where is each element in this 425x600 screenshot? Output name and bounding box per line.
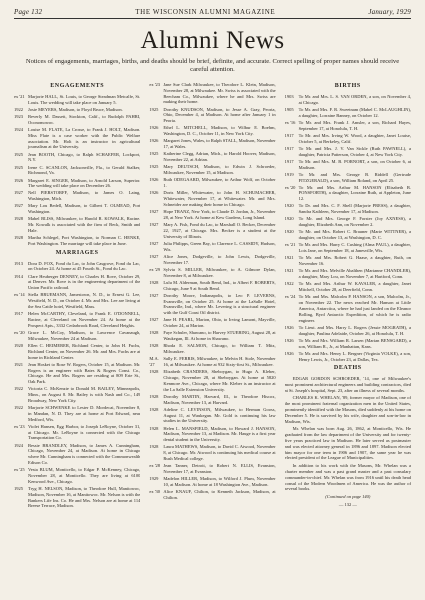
news-entry <box>149 241 275 253</box>
news-entry <box>149 463 275 475</box>
class-year: 1928 <box>14 235 23 241</box>
entry-text: Mary A. Fish, Fond du Lac, to Marshall O. Becker, December 22, 1927, at Chicago. Mrs. Becker is a student at the University of Illinois. <box>163 222 276 239</box>
news-entry <box>285 216 411 228</box>
entry-text: To Mr. and Mrs. Irving W. Wood, a daughter, Janet Louise, October 5, at Berkeley, Calif. <box>298 132 411 144</box>
news-entry <box>149 407 275 424</box>
class-year: ex '20 <box>284 184 296 190</box>
class-year: M.A. '27 <box>149 356 159 368</box>
column-2 <box>149 82 275 594</box>
news-entry <box>149 138 275 150</box>
magazine-name: THE WISCONSIN ALUMNI MAGAZINE <box>135 8 276 16</box>
entry-text: Helen McCARTHY, Cleveland, to Frank E. O'DONNELL, Racine, at Cleveland on November 24. At home at the Prospect Apts., 3332 Cedarbrook Road, Cleveland Heights. <box>28 311 141 328</box>
news-entry <box>149 444 275 461</box>
news-entry <box>149 222 275 239</box>
news-entry <box>14 311 140 328</box>
news-entry <box>14 94 140 106</box>
news-entry <box>14 386 140 403</box>
news-entry <box>285 159 411 171</box>
class-year: 1914 <box>14 273 23 279</box>
news-entry <box>285 255 411 267</box>
entry-text: To Mr. and Mrs. L. S. VAN ORDEN, a son, on November 4, at Chicago. <box>298 93 411 105</box>
entry-text: Vesta BLUM, Monticello, to Edgar P. McKenney, Chicago, November 28, at Monticello. They are living at 6100 Kenwood Ave., Chicago. <box>28 467 141 484</box>
running-header <box>14 8 411 19</box>
entry-text: To Mr. and Mrs. Robert G. Haase, a daughter, Ruth, on November 16. <box>298 255 411 267</box>
news-entry <box>285 133 411 145</box>
entry-text: To Mr. and Mrs. Arthur W. KAVALER, a daughter, Janet Mitchell, October 28, at Deerfield, Conn. <box>298 281 411 293</box>
intro-note: Notices of engagements, marriages, births, and deaths should be brief, definite, and accurate. Correct spelling of proper names should receive careful attention. <box>25 58 400 73</box>
news-entry <box>14 330 140 342</box>
entry-text: To Dr. and Mrs. C. F. Shell (Marjorie PRESS), a daughter, Sandra Kathleen, November 17, at Madison. <box>298 203 411 215</box>
marriages-continued-list <box>149 82 275 501</box>
news-entry <box>149 369 275 392</box>
entry-text: Julia Philipps, Green Bay, to Clarence L. CASSIDY, Hudson, Wis. <box>163 240 276 252</box>
news-entry <box>14 343 140 360</box>
class-year: ex '16 <box>284 119 296 125</box>
news-entry <box>149 343 275 355</box>
class-year: 1925 <box>14 151 23 157</box>
class-year: 1927 <box>14 190 23 196</box>
class-year: 1926 <box>284 350 294 356</box>
class-year: ex '28 <box>149 463 161 469</box>
class-year: 1925 <box>14 486 23 491</box>
class-year: ex '25 <box>14 467 25 473</box>
news-entry <box>14 190 140 202</box>
news-entry <box>14 152 140 164</box>
news-entry <box>14 443 140 466</box>
news-entry <box>14 486 140 509</box>
entry-text: Faye Schuler, Shawano, to Harvey STUEBING, August 28, at Waukegan, Ill. At home in Shawano. <box>163 330 276 342</box>
class-year: 1927 <box>149 222 159 228</box>
obituary-paragraph: CHARLES K. WHELAN, '89, former mayor of Madison, one of the most prominent fraternal organization men in the United States, prominently identified with the Masons, died suddenly at his home on December 5. He is survived by his wife, daughter and son-in-law in Madison, Wis. <box>284 395 411 424</box>
class-year: 1922 <box>14 405 23 411</box>
entry-text: Laura MATHEWS, Madison, to David C. Atwood, November 8, at Chicago. Mr. Atwood is continuing his medical course at Rush Medical college. <box>163 444 276 461</box>
news-entry <box>149 476 275 488</box>
entry-text: To Mr. and Mrs. F. R. Sweetnam (Mabel C. McLAUGHLIN), a daughter, Lorraine Banney, on October 12. <box>298 106 411 118</box>
entry-text: Beverly M. Dassett, Stockton, Calif., to Rudolph PAHRI, Oconomowoc. <box>28 113 141 125</box>
class-year: ex '24 <box>284 294 296 300</box>
page-number: — 132 — <box>338 502 357 508</box>
entry-text: Stella BRUEMANN, Jamestown, N. D., to Ernest G. Lee, Westfield, N. D., on October 4. Mr. and Mrs. Lee are living at the Sea Cattle hotel, Westfield, Mass. <box>28 292 141 309</box>
class-year: 1928 <box>149 369 159 375</box>
news-entry <box>14 362 140 385</box>
news-entry <box>285 294 411 323</box>
class-year: 1929 <box>149 476 159 482</box>
news-entry <box>14 424 140 441</box>
class-year: 1928 <box>149 343 159 349</box>
entry-text: Margaret E. SINGER, Madison, to Arnold Larson, Superior. The wedding will take place on December 26. <box>28 177 141 189</box>
page-title: Alumni News <box>140 27 285 54</box>
news-entry <box>149 356 275 368</box>
entry-text: Martha Schlegel, Port Washington, to Norman C. HENKE, Port Washington. The marriage will take place in June. <box>28 235 141 247</box>
entry-text: Marjorie SCHWENKE to Lester D. Mordecai, November 8, in Mandan, N. D. They are at home at Port Edward, near Medford, Wis. <box>28 405 141 422</box>
entry-text: Madelon HILLER, Madison, to Wilford J. Plum, November 10, at Madison. At home at 18 Washington Ave., Madison. <box>163 476 276 487</box>
class-year: 1917 <box>284 132 294 138</box>
class-year: 1927 <box>149 253 159 259</box>
entry-text: Margaret Jones, Wales, to Ralph STALL, Madison, November 17, at Wales. <box>163 138 276 150</box>
entry-text: Irene C. SCANLON, Jacksonville, Fla., to Gerald Stalker, Richmond, Va. <box>28 164 141 176</box>
class-year: 1922 <box>284 281 294 287</box>
class-year: 1921 <box>14 361 23 367</box>
news-entry <box>14 467 140 484</box>
class-year: ex '23 <box>14 423 25 429</box>
entry-text: Nell PIERSTORFF, Madison, to James O. Laing, Washington, Mich. <box>28 190 141 202</box>
entry-text: To Mr. and Mrs. J. V. Van Sickle (Ruth PAWNELL), a daughter, Patricia Patterson, October 4, at New York City. <box>298 145 411 157</box>
class-year: 1921 <box>284 268 294 274</box>
entry-text: Victoria C. McKenzie to Donald M. BAILEY, Minneapolis, Minn., on August 8. Mr. Bailey is with Nash and Co., 149 Broadway, New York City. <box>28 386 141 403</box>
entry-text: Jean Tanner, Detroit, to Robert N. ELLIS, Evanston, November 17, at Evanston. <box>163 463 276 474</box>
class-year: ex '14 <box>14 292 25 298</box>
entry-text: Ellen C. HEIMERER, Richland Center, to John H. Fuchs, Richland Center, on November 26. Mr. and Mrs. Fuchs are at home in Richland Center. <box>28 342 141 360</box>
news-entry <box>285 242 411 254</box>
engagements-heading: ENGAGEMENTS <box>50 83 105 89</box>
class-year: 1927 <box>14 203 23 209</box>
news-entry <box>14 107 140 113</box>
news-entry <box>14 405 140 422</box>
entry-text: Dora D. FOX, Fond du Lac, to John Casgrove, Fond du Lac, on October 24. At home at 45 Fourth St., Fond du Lac. <box>28 260 141 272</box>
class-year: ex '20 <box>14 329 25 335</box>
news-entry <box>285 281 411 293</box>
deaths-list <box>285 376 411 492</box>
class-year: 1922 <box>14 106 23 112</box>
entry-text: Dorothy KNUDSON, Madison, to Jesse A. Gray, Peoria, Ohio, December 4, at Madison. At home after January 1 in Peoria. <box>163 106 276 124</box>
class-year: 1928 <box>149 425 159 431</box>
column-3 <box>285 82 411 594</box>
news-entry <box>14 235 140 247</box>
entry-text: Doris Miller, Whitewater, to John H. SCHUMACHER, Whitewater, November 17, at Whitewater. Mr. and Mrs. Schneider are making their home in Chicago. <box>163 190 276 207</box>
entry-text: Dorothy Moore, Indianapolis, to Leo P. LEVERNS, Evansville, on October 25. At home at the LaSalle Hotel, Evansville, Ind., where Mr. Levering is a structural engineer with the Gulf Coast Oil district. <box>163 292 276 316</box>
news-entry <box>149 125 275 137</box>
entry-text: Sylvia S. MILLER, Milwaukee, to A. Gilmore Dylan, November 8, at Milwaukee. <box>163 266 276 278</box>
class-year: 1922 <box>14 386 23 392</box>
class-year: 1926 <box>149 125 159 131</box>
news-entry <box>285 146 411 158</box>
news-entry <box>149 164 275 176</box>
news-entry <box>149 190 275 207</box>
news-entry <box>149 280 275 292</box>
class-year: ex '21 <box>14 93 25 99</box>
news-entry <box>285 172 411 184</box>
class-year: 1920 <box>284 216 294 222</box>
class-year: 1928 <box>149 330 159 336</box>
entry-text: Helen L. MANSFIELD, Madison, to Howard J. HANSON, Madison, November 13, at Madison. Mr. Hauge is a first year dental student in the University. <box>163 425 276 443</box>
news-entry <box>149 254 275 266</box>
entry-text: Jean Hosket to Rose W. Rogers, October 15, at Madison. Mr. Rogers is an engineer with Bates & Rogers Const. Co., Chicago. He and Mrs. Rogers are residing at 809 Erie St., Oak Park. <box>28 361 141 385</box>
entry-text: Hope TRANZ, New York, to Claude D. Jordan, Jr., November 28, at New York. At home at Kew Gardens, Long Island. <box>163 209 276 220</box>
entry-text: Alice KNAUF, Chilton, to Kenneth Jackson, Madison, at Chilton. <box>163 489 276 500</box>
marriages-list <box>14 261 140 510</box>
class-year: 1920 <box>284 203 294 209</box>
entry-text: Violet Hansen, Egg Harbor, to Joseph LeRoyne, October 31, at Chicago. Mr. LeRoyne is connected with the Chicago Transportation Co. <box>28 423 141 441</box>
class-year: 1928 <box>149 279 159 285</box>
news-entry <box>285 120 411 132</box>
entry-text: Rhoda E. SALMON, Chicago, to William T. Mitz, Milwaukee. <box>163 343 276 355</box>
entry-text: To Mr. and Mrs. George B. Riddell (Gertrude FITZGERALD), a son, William Roland, on April 25. <box>298 171 411 183</box>
deaths-heading: DEATHS <box>333 365 362 372</box>
entry-text: Jean BOOTH, Chicago, to Ralph SCHAEFER, Lockport, N.Y. <box>28 151 141 163</box>
news-entry <box>149 489 275 501</box>
news-entry <box>149 394 275 406</box>
news-entry <box>285 351 411 363</box>
class-year: 1928 <box>149 393 159 399</box>
births-heading: BIRTHS <box>334 83 361 89</box>
entry-text: To Mr. and Mrs. William R. Larsen (Marian BENSGARD), a son, William R., Jr., at Manhattan, Kans. <box>298 337 411 349</box>
news-entry <box>14 114 140 126</box>
class-year: 1926 <box>284 337 294 343</box>
entry-text: Elizabeth CRANDERS, Sheboygan, to Hugo A. Kleber, Chicago, November 28, at Sheboygan. At home at 5820 Kenmore Ave., Chicago, where Mr. Kleber is an instructor at the La Salle Extension University. <box>163 369 276 392</box>
class-year: 1920 <box>284 229 294 235</box>
entry-text: To Mr. and Mrs. Henry L. Bergner (Virginia VOLKE), a son, Henry Lewis, Jr., October 23, at Dallas, Tex. <box>298 350 411 362</box>
entry-text: Lulu M. Alderman, South Bend, Ind., to Albert F. ROBERTS, Chicago, June 9 at South Bend. <box>163 279 276 291</box>
entry-text: To Mr. and Mrs. Robert C. Brauner (Marie WITTNER), a daughter, on October 13, at Washington, D. C. <box>298 229 411 241</box>
entry-text: Josie MEYERS, Madison, to Floyd Bruce, Madison. <box>28 106 123 112</box>
news-entry <box>14 292 140 309</box>
class-year: 1919 <box>284 171 294 177</box>
entry-text: To Mr. and Mrs. M. B. PORNORT, a son, on October 6, at Madison. <box>298 158 411 170</box>
class-year: 1917 <box>14 311 23 317</box>
class-year: 1927 <box>149 209 159 215</box>
entry-text: To Mr. and Mrs. Arthur M. HANSON (Elisabeth B. PONSFORTH), a daughter, Lorraine Ruth, at Appleton, June 12. <box>298 184 411 202</box>
class-year: 1913 <box>14 260 23 266</box>
news-entry <box>149 426 275 443</box>
news-entry <box>285 325 411 337</box>
class-year: 1925 <box>149 106 159 112</box>
entry-text: To Mr. and Mrs. Frank J. Amsler, a son, Richard Hayes, September 17, at Honolulu, T. H. <box>298 119 411 131</box>
column-1 <box>14 82 140 594</box>
entry-text: Adeline C. LEVINSON, Milwaukee, to Herman Gooss, August 11, at Waukegan. Mr. Gold is continuing his law studies in the University. <box>163 406 276 424</box>
class-year: 1917 <box>284 158 294 164</box>
news-entry <box>149 107 275 124</box>
entry-text: To Mr. and Mrs. George F. Forster (Joy AXNESS), a daughter, Elizabeth Ann, on November 2. <box>298 216 411 228</box>
entry-text: To Lieut. and Mrs. Harry L. Rogers (Jessie MOGRATH), a daughter, Paulina Adelaide, October 26, at Honolulu, T. H. <box>298 324 411 336</box>
class-year: 1920 <box>14 342 23 348</box>
entry-text: To Mr. and Mrs. Malcolm P. HANSON, a son, Malcolm, Jr., on November 22. The news reached Mr. Hanson at Little America, Antarctica, where he had just landed on the Eleanor Bolling, Byrd Antarctic Expedition, of which he is radio engineer. <box>298 294 411 323</box>
news-entry <box>285 229 411 241</box>
news-entry <box>14 178 140 190</box>
class-year: 1921 <box>284 255 294 261</box>
news-entry <box>149 267 275 279</box>
engagements-list <box>14 94 140 247</box>
class-year: 1927 <box>149 317 159 323</box>
news-entry <box>285 94 411 106</box>
entry-text: Jane Sue Clark Milwaukee, to Theodore L. Klein, Madison, November 28, at Milwaukee. Mr. Swiss is associated with the Beecham Co., Milwaukee, where he and Mrs. Swiss are making their home. <box>163 82 276 105</box>
entry-text: Jane H. PEARL, Marion, Ohio, to Irving Lamont, Mayville, October 24, at Marion. <box>163 317 276 329</box>
class-year: ex '29 <box>149 266 161 272</box>
class-year: 1928 <box>149 406 159 412</box>
births-list <box>285 94 411 363</box>
news-entry <box>285 338 411 350</box>
class-year: ex '30 <box>149 489 161 495</box>
entry-text: To Mr. and Mrs. Melville Abalthen (Marianne CHANDLER), a daughter, Mary Lou, on November 7, at Hartford, Conn. <box>298 268 411 280</box>
class-year: 1925 <box>14 164 23 170</box>
news-entry <box>149 293 275 316</box>
news-entry <box>14 274 140 291</box>
class-year: 1925 <box>149 164 159 170</box>
news-entry <box>149 317 275 329</box>
entry-text: Katherine Clegg, Adrian, Mich., to Harold Hoover, Madison, November 22, at Adrian. <box>163 151 276 163</box>
news-entry <box>285 203 411 215</box>
class-year: 1927 <box>149 240 159 246</box>
issue-date: January, 1929 <box>368 8 411 16</box>
entry-text: Mabel BLISS, Milwaukee, to Harold R. KOWALK, Racine. Mr. Kowalk is associated with the firm of Beck, Smith and Hale. <box>28 216 141 234</box>
entry-text: Sally E. FERRIS, Milwaukee, to Melvin H. Stole, November 16, at Milwaukee. At home at 932 Sixty-first St., Milwaukee. <box>163 356 276 368</box>
class-year: 1903 <box>284 93 294 99</box>
news-columns <box>14 82 411 594</box>
entry-text: Bessie BRANDLEY, Madison, to James A. Cunningham, Chicago, November 24, at Madison. At home in Chicago where Mr. Cunningham is connected with the Commonwealth Edison Co. <box>28 442 141 466</box>
page-label: Page 132 <box>14 8 43 16</box>
class-year: 1905 <box>284 106 294 112</box>
class-year: 1924 <box>14 126 23 132</box>
class-year: 1924 <box>14 442 23 448</box>
news-entry <box>149 177 275 189</box>
entry-text: Dorothy MARTIN, Harvard, Ill., to Theodore Hiscox, Madison, November 13, at Harvard. <box>163 393 276 405</box>
entry-text: Grace L. McCoy, Madison, to Lawrence Cavanaugh, Milwaukee, November 24 at Madison. <box>28 329 141 341</box>
entry-text: Clare Heuberger DENNEY, to Charles H. Rove, October 29, at Denver. Mr. Rove is in the engineering department of the Union Pacific railroad. <box>28 273 141 291</box>
entry-text: Marjorie HALL, St. Louis, to George Steadman Metcalfe, St. Louis. The wedding will take place on January 5. <box>28 93 141 105</box>
news-entry <box>14 165 140 177</box>
entry-text: Ruth ODEGAARD, Milwaukee, to Arthur Wolf, on October 1. <box>163 177 276 189</box>
news-entry <box>285 107 411 119</box>
class-year: 1926 <box>149 190 159 196</box>
entry-text: Mary Lou Bedell, Madison, to Gilbert T. OLMEAD, Port Washington. <box>28 203 141 215</box>
obituary-paragraph: In addition to his work with the Masons, Mr. Whelan was a charter member and was a past grand master and a past consulary commander-in-chief. Mr. Whelan was from 1916 until his death head consul of the Modern Woodmen of America. He was the author of several books. <box>284 463 411 492</box>
class-year: 1928 <box>14 216 23 222</box>
news-entry <box>14 216 140 233</box>
class-year: ex '21 <box>284 242 296 248</box>
news-entry <box>149 82 275 105</box>
news-entry <box>14 203 140 215</box>
class-year: 1926 <box>14 177 23 183</box>
entry-text: Mary DEUTSCH, Madison, to Edwin J. Schroeder, Milwaukee, November 15, at Madison. <box>163 164 276 176</box>
news-entry <box>285 185 411 202</box>
class-year: ex '23 <box>149 82 161 87</box>
news-entry <box>285 268 411 280</box>
entry-text: To Mr. and Mrs. Harry C. Cushing (Alma PAUL), a daughter, Lois Jane, on September 18, at Janesville, Wis. <box>298 242 411 254</box>
news-entry <box>14 127 140 150</box>
class-year: 1925 <box>149 151 159 157</box>
class-year: 1927 <box>149 292 159 298</box>
class-year: 1917 <box>284 145 294 151</box>
news-entry <box>14 261 140 273</box>
class-year: 1928 <box>149 444 159 450</box>
class-year: 1926 <box>149 177 159 183</box>
entry-text: Louise M. FLATE, La Crosse, to Frank J. HOLT, Madison. Miss Flate is a case worker with the Public Welfare association. Mr. Holt is an instructor in agricultural journalism at the University. <box>28 126 141 150</box>
marriages-heading: MARRIAGES <box>55 249 99 256</box>
news-entry <box>149 330 275 342</box>
class-year: 1926 <box>284 324 294 330</box>
entry-text: Ethel L. MITCHELL, Madison, to Wilbur E. Boehm, Washington, D. C., October 11, in New York City. <box>163 125 276 137</box>
class-year: 1926 <box>149 138 159 144</box>
news-entry <box>149 209 275 221</box>
obituary-paragraph: Mr. Whelan was born Aug. 26, 1862, at Monticello, Wis. He graduated from the law department of the University and for twenty-five years practiced law in Madison. He later served as postmaster and was elected attorney general in 1896 and 1897. Madison elected him mayor for one term in 1906 and 1907, the same year he was elected president of the League of Municipalities. <box>284 426 411 461</box>
entry-text: Tryg H. NELSON, Madison, to Theodore Hull, Manitowoc, Madison, November 16, at Manitowoc. Mr. Nelson is with the Bankers Life Ins. Co. He and Mrs. Nelson are at home at 114 Breese Terrace, Madison. <box>28 486 141 509</box>
obituary-paragraph: EDGAR GORDON SCHROEDER, '14, one of Milwaukee's most prominent architectural engineers and building contractors, died at St. Joseph's hospital, Sept. 23, after an illness of several months. <box>284 376 411 393</box>
continued-note: (Continued on page 140) <box>325 494 371 500</box>
class-year: 1923 <box>14 113 23 119</box>
news-entry <box>149 151 275 163</box>
entry-text: Alice Jones, Dodgeville, to John Lewis, Dodgeville, November 17. <box>163 253 276 265</box>
